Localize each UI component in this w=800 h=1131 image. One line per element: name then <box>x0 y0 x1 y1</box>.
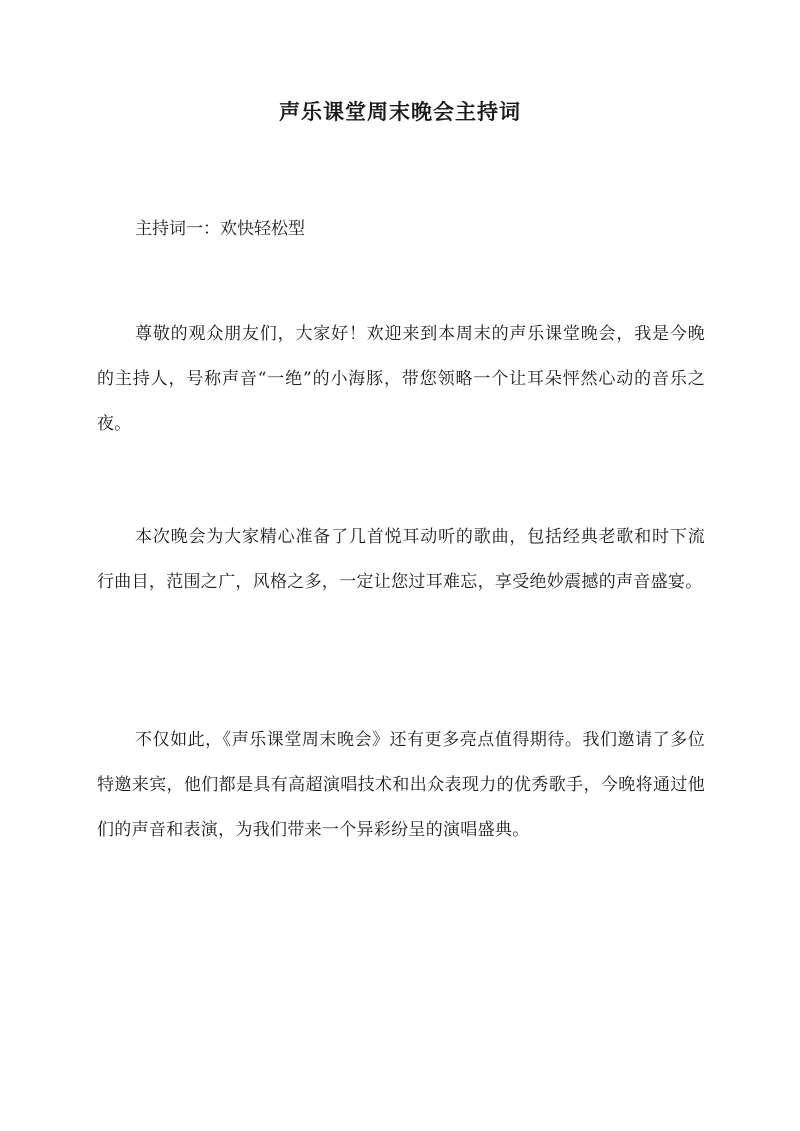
section-heading: 主持词一：欢快轻松型 <box>135 219 305 239</box>
page-title: 声乐课堂周末晚会主持词 <box>279 99 521 124</box>
paragraph-3: 不仅如此，《声乐课堂周末晚会》还有更多亮点值得期待。我们邀请了多位特邀来宾，他们都是具有高超演唱技术和出众表现力的优秀歌手，今晚将通过他们的声音和表演，为我们带来一个异彩纷呈的演唱盛典。 <box>97 730 705 840</box>
paragraph-1: 尊敬的观众朋友们，大家好！欢迎来到本周末的声乐课堂晚会，我是今晚的主持人，号称声音“一绝”的小海豚，带您领略一个让耳朵怦然心动的音乐之夜。 <box>97 324 705 434</box>
paragraph-2: 本次晚会为大家精心准备了几首悦耳动听的歌曲，包括经典老歌和时下流行曲目，范围之广，风格之多，一定让您过耳难忘，享受绝妙震撼的声音盛宴。 <box>97 527 705 592</box>
